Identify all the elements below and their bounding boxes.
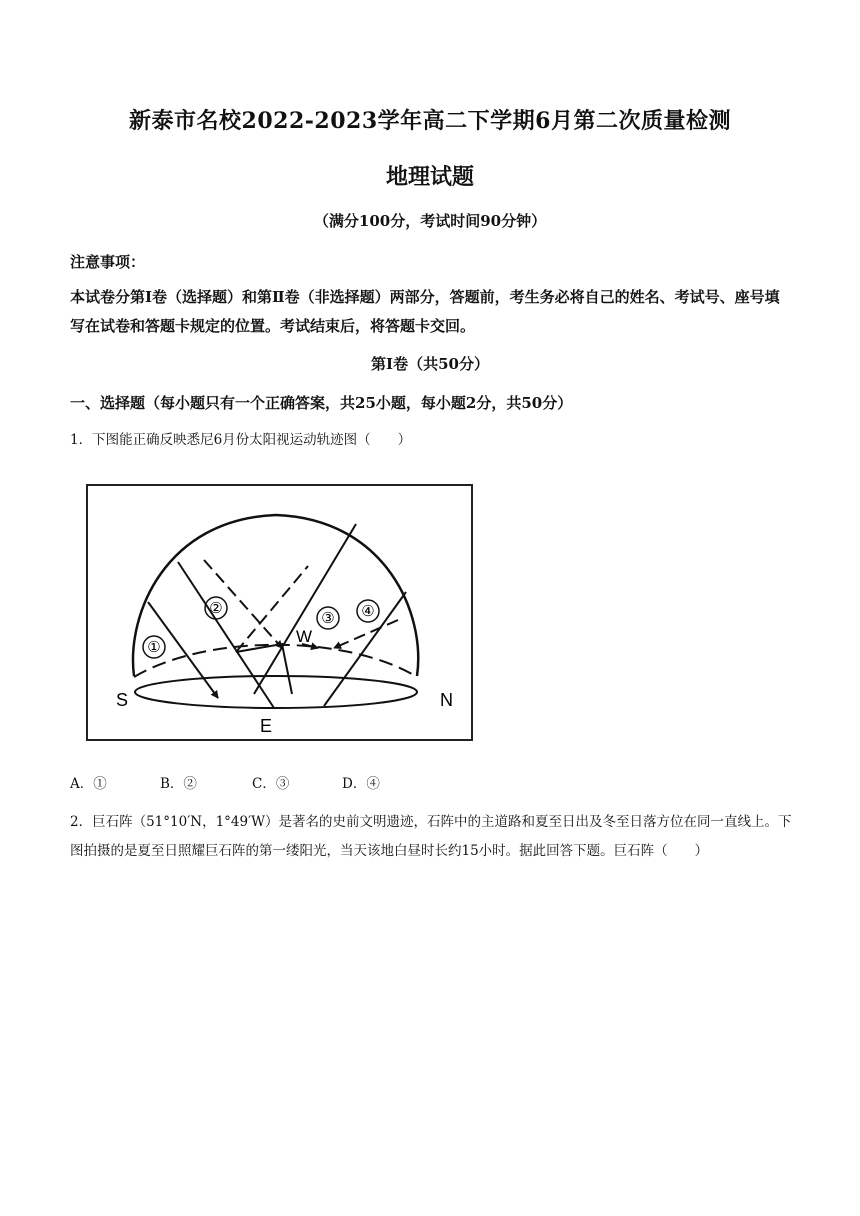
- section-heading: 一、选择题（每小题只有一个正确答案，共25小题，每小题2分，共50分）: [70, 394, 573, 412]
- option-b: B．②: [160, 776, 197, 792]
- figure-frame: [87, 485, 472, 740]
- label-west: W: [296, 627, 313, 646]
- marker-1-text: ①: [147, 639, 161, 656]
- part1-title: 第Ⅰ卷（共50分）: [371, 355, 489, 373]
- label-north: N: [440, 690, 453, 710]
- sun-path-diagram: [86, 484, 474, 742]
- score-note: （满分100分，考试时间90分钟）: [313, 212, 547, 230]
- option-d: D．④: [342, 776, 380, 792]
- exam-subtitle: 地理试题: [385, 164, 474, 190]
- notice-body: 本试卷分第Ⅰ卷（选择题）和第Ⅱ卷（非选择题）两部分，答题前，考生务必将自己的姓名、考试号、座号填写在试卷和答题卡规定的位置。考试结束后，将答题卡交回。: [70, 288, 780, 335]
- marker-2-text: ②: [209, 600, 223, 617]
- label-south: S: [116, 690, 129, 710]
- option-a: A．①: [70, 776, 107, 792]
- question-1-stem: 1．下图能正确反映悉尼6月份太阳视运动轨迹图（ ）: [70, 432, 412, 448]
- notice-heading: 注意事项：: [70, 253, 146, 271]
- option-c: C．③: [252, 776, 290, 792]
- sun-path-svg: [86, 484, 474, 742]
- marker-3-text: ③: [321, 610, 335, 627]
- exam-title: 新泰市名校2022-2023学年高二下学期6月第二次质量检测: [129, 108, 731, 134]
- marker-4-text: ④: [361, 603, 375, 620]
- question-2-stem: 2．巨石阵（51°10′N，1°49′W）是著名的史前文明遗迹，石阵中的主道路和夏至日出及冬至日落方位在同一直线上。下图拍摄的是夏至日照耀巨石阵的第一缕阳光，当天该地白昼时长约15小时。据此回答下题。巨石阵（ ）: [70, 814, 792, 859]
- label-east: E: [260, 716, 273, 736]
